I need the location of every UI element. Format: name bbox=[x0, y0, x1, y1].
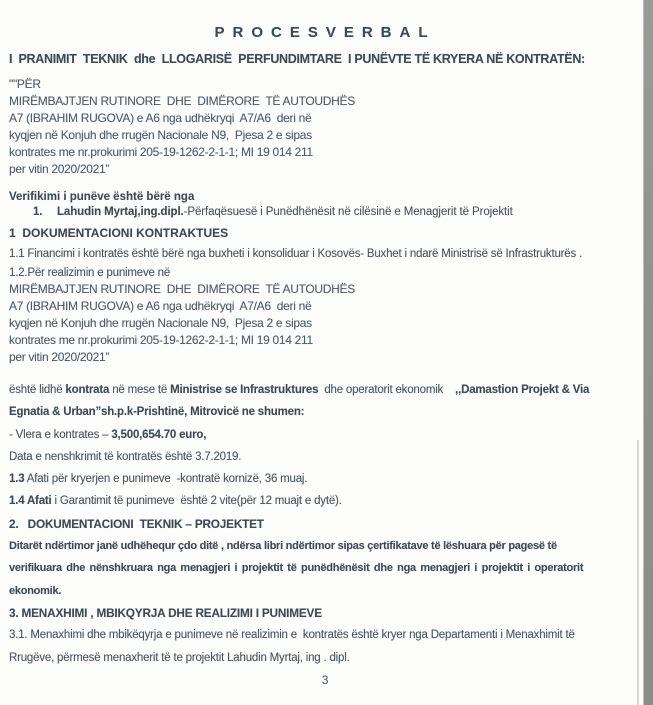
document-title: PROCESVERBAL bbox=[214, 24, 436, 41]
contract-line: kontrates me nr.prokurimi 205-19-1262-2-1-1; MI 19 014 211 bbox=[9, 145, 313, 159]
contract-line: kontrates me nr.prokurimi 205-19-1262-2-1-1; MI 19 014 211 bbox=[9, 333, 313, 347]
section-1-heading: 1 DOKUMENTACIONI KONTRAKTUES bbox=[9, 226, 229, 240]
document-subtitle: I PRANIMIT TEKNIK dhe LLOGARISË PERFUNDIMTARE I PUNËVTE TË KRYERA NË KONTRATËN: bbox=[9, 52, 585, 66]
section-2-paragraph-line-1: Ditarët ndërtimor janë udhëhequr çdo ditë , ndërsa libri ndërtimor sipas çertifikatave të lëshuara për pagesë të bbox=[9, 540, 557, 553]
text-run: dhe operatorit ekonomik bbox=[321, 384, 456, 396]
paragraph-3-1-line-2: Rrugëve, përmesë menaxherit të te projektit Lahudin Myrtaj, ing . dipl. bbox=[9, 651, 350, 664]
verifier-name: Lahudin Myrtaj,ing.dipl. bbox=[57, 206, 184, 218]
text-run: në mese të bbox=[112, 384, 171, 396]
section-2-paragraph-line-2: verifikuara dhe nënshkruara nga menagjeri i projektit të punëdhënësit dhe nga menagjeri i projektit i operatorit bbox=[9, 562, 584, 575]
text-run: është lidhë bbox=[9, 384, 66, 396]
paragraph-1-3 bbox=[9, 468, 641, 490]
verification-heading: Verifikimi i punëve është bërë nga bbox=[9, 191, 195, 203]
contract-value-amount: 3,500,654.70 euro, bbox=[111, 428, 207, 441]
paragraph-text: Afati për kryerjen e punimeve -kontratë kornizë, 36 muaj. bbox=[24, 473, 308, 486]
signing-date-line: Data e nenshkrimit të kontratës është 3.7.2019. bbox=[9, 450, 242, 463]
verifier-list-item bbox=[9, 206, 641, 218]
paragraph-3-1-line-1: 3.1. Menaxhimi dhe mbikëqyrja e punimeve në realizimin e kontratës është kryer nga Departamenti i Menaxhimit të bbox=[9, 629, 575, 642]
text-run-bold: kontrata bbox=[65, 384, 113, 396]
contractor-name: ,,Damastion Projekt & Via bbox=[455, 384, 590, 396]
contract-parties-line-1 bbox=[9, 379, 641, 401]
page-number: 3 bbox=[321, 672, 329, 687]
paragraph-number: 1.3 bbox=[9, 473, 25, 486]
contract-line: kyqjen në Konjuh dhe rrugën Nacionale N9, Pjesa 2 e sipas bbox=[9, 316, 312, 330]
document-content bbox=[9, 0, 641, 691]
contract-description-block-1 bbox=[9, 93, 641, 178]
contract-description-block-2 bbox=[9, 281, 641, 366]
scan-edge-line bbox=[637, 440, 639, 705]
scan-edge-shadow bbox=[643, 0, 653, 705]
paragraph-text: i Garantimit të punimeve është 2 vite(për 12 muajt e dytë). bbox=[51, 495, 342, 508]
contract-line: A7 (IBRAHIM RUGOVA) e A6 nga udhëkryqi A7/A6 deri në bbox=[9, 299, 312, 313]
paragraph-1-1: 1.1 Financimi i kontratës është bërë nga buxheti i konsoliduar i Kosovës- Buxhet i ndarë Ministrisë së Infrastrukturës . bbox=[9, 248, 583, 260]
contract-line: MIRËMBAJTJEN RUTINORE DHE DIMËRORE TË AUTOUDHËS bbox=[9, 94, 355, 108]
section-3-heading: 3. MENAXHIMI , MBIKQYRJA DHE REALIZIMI I PUNIMEVE bbox=[9, 605, 322, 620]
paragraph-number: 1.4 Afati bbox=[9, 495, 52, 508]
contract-quote-open: ""PËR bbox=[9, 77, 41, 91]
contract-line: per vitin 2020/2021” bbox=[9, 350, 110, 364]
contract-line: A7 (IBRAHIM RUGOVA) e A6 nga udhëkryqi A7/A6 deri në bbox=[9, 111, 312, 125]
contract-line: per vitin 2020/2021” bbox=[9, 162, 110, 176]
contract-value-label: - Vlera e kontrates – bbox=[9, 428, 112, 441]
contract-line: MIRËMBAJTJEN RUTINORE DHE DIMËRORE TË AUTOUDHËS bbox=[9, 282, 355, 296]
contract-line: kyqjen në Konjuh dhe rrugën Nacionale N9, Pjesa 2 e sipas bbox=[9, 128, 312, 142]
paragraph-1-4 bbox=[9, 490, 641, 512]
lower-text-body bbox=[9, 379, 641, 691]
contract-value-line bbox=[9, 424, 641, 446]
contract-parties-line-2: Egnatia & Urban”sh.p.k-Prishtinë, Mitrovicë ne shumen: bbox=[9, 406, 305, 419]
verifier-role: -Përfaqësuesë i Punëdhënësit në cilësinë e Menagjerit të Projektit bbox=[183, 206, 513, 218]
ministry-name: Ministrise se Infrastruktures bbox=[170, 384, 322, 396]
section-2-paragraph-line-3: ekonomik. bbox=[9, 584, 62, 597]
section-2-heading: 2. DOKUMENTACIONI TEKNIK – PROJEKTET bbox=[9, 516, 264, 531]
list-item-number: 1. bbox=[33, 206, 43, 218]
paragraph-1-2-intro: 1.2.Për realizimin e punimeve në bbox=[9, 267, 171, 279]
